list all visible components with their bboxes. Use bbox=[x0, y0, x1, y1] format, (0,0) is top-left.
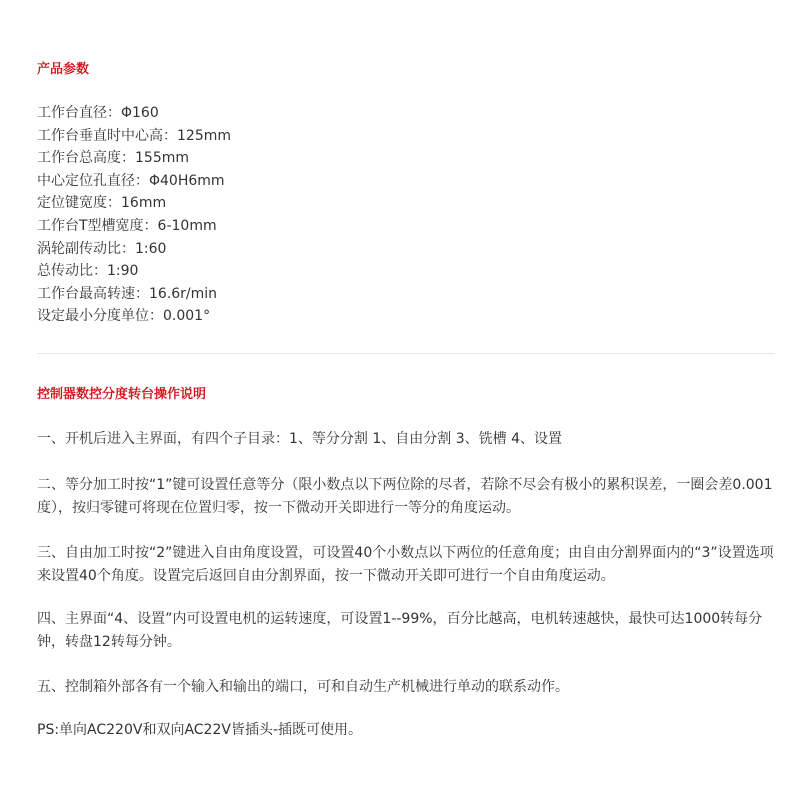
section-divider bbox=[37, 353, 775, 354]
instruction-para-5: 五、控制箱外部各有一个输入和输出的端口，可和自动生产机械进行单动的联系动作。 bbox=[37, 679, 569, 695]
spec-vertical-center-height: 工作台垂直时中心高：125mm bbox=[37, 127, 231, 144]
product-params-heading: 产品参数 bbox=[37, 62, 90, 77]
instruction-para-4: 四、主界面“4、设置”内可设置电机的运转速度，可设置1--99%，百分比越高，电机转速越快，最快可达1000转每分钟，转盘12转每分钟。 bbox=[37, 611, 763, 650]
operation-guide-heading: 控制器数控分度转台操作说明 bbox=[37, 387, 207, 402]
spec-total-ratio: 总传动比：1:90 bbox=[37, 263, 139, 280]
instruction-para-ps: PS:单向AC220V和双向AC22V皆插头-插既可使用。 bbox=[37, 722, 363, 738]
spec-min-unit: 设定最小分度单位：0.001° bbox=[37, 308, 211, 325]
instruction-para-1: 一、开机后进入主界面，有四个子目录：1、等分分割 1、自由分割 3、铣槽 4、设置 bbox=[37, 431, 562, 447]
spec-center-hole-diameter: 中心定位孔直径：Φ40H6mm bbox=[37, 172, 225, 189]
instruction-para-2: 二、等分加工时按“1”键可设置任意等分（限小数点以下两位除的尽者，若除不尽会有极小的累积误差，一圈会差0.001度），按归零键可将现在位置归零，按一下微动开关即进行一等分的角度运动。 bbox=[37, 477, 773, 516]
instruction-para-3: 三、自由加工时按“2”键进入自由角度设置，可设置40个小数点以下两位的任意角度；由自由分割界面内的“3”设置选项来设置40个角度。设置完后返回自由分割界面，按一下微动开关即可进行一个自由角度运动。 bbox=[37, 545, 774, 584]
spec-key-width: 定位键宽度：16mm bbox=[37, 195, 167, 212]
spec-t-slot-width: 工作台T型槽宽度：6-10mm bbox=[37, 217, 217, 234]
spec-worm-ratio: 涡轮副传动比：1:60 bbox=[37, 240, 167, 257]
spec-max-speed: 工作台最高转速：16.6r/min bbox=[37, 285, 218, 302]
spec-total-height: 工作台总高度：155mm bbox=[37, 150, 189, 167]
spec-list bbox=[37, 102, 231, 328]
spec-table-diameter: 工作台直径：Φ160 bbox=[37, 105, 159, 121]
